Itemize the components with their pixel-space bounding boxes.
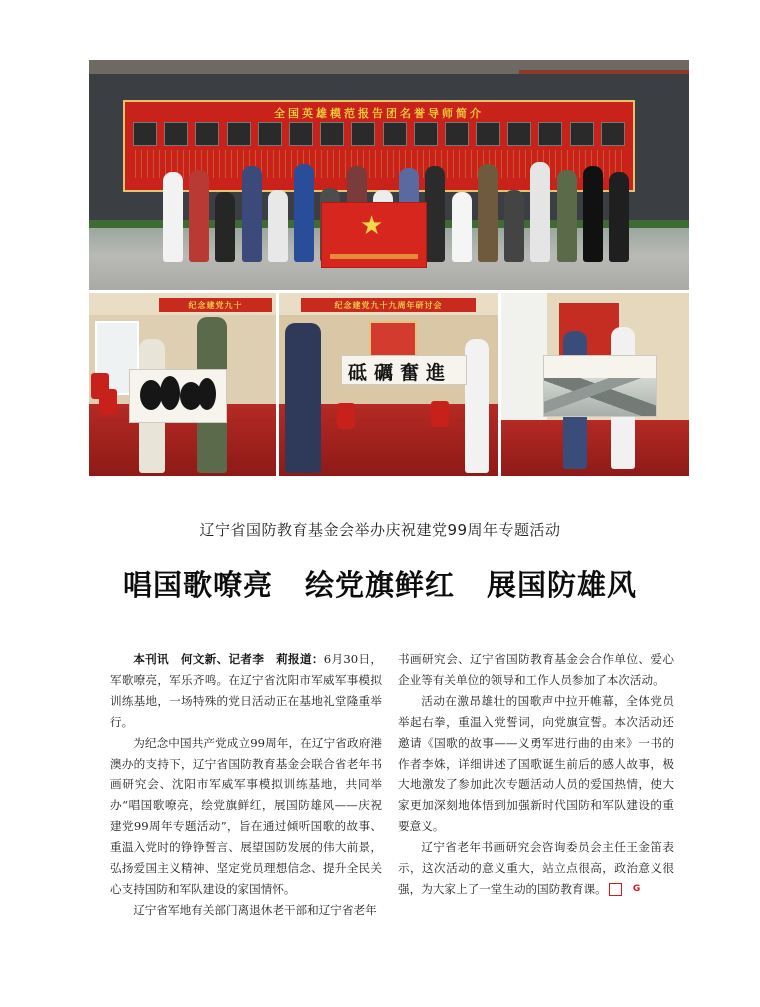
party-flag [321,202,427,268]
headline-part-3: 展国防雄风 [487,568,638,602]
article-paragraph: 辽宁省老年书画研究会咨询委员会主任王金笛表示，这次活动的意义重大，站立点很高，政治意义很强，为大家上了一堂生动的国防教育课。 G [398,840,674,896]
article-headline [0,563,760,603]
photo-landscape-right [501,293,689,476]
article-paragraph: 为纪念中国共产党成立99周年，在辽宁省政府港澳办的支持下，辽宁省国防教育基金会联合省老年书画研究会、沈阳市军威军事模拟训练基地，共同举办“唱国歌嘹亮，绘党旗鲜红，展国防雄风——庆祝建党99周年专题活动”，旨在通过倾听国歌的故事、重温入党时的铮铮誓言、展望国防发展的伟大前景，弘扬爱国主义精神、坚定党员理想信念、提升全民关心支持国防和军队建设的家国情怀。 [110,735,382,896]
hall-banner: 纪念建党九十 [159,298,272,312]
article-subtitle: 辽宁省国防教育基金会举办庆祝建党99周年专题活动 [199,521,561,539]
calligraphy-text: 砥礪奮進 [348,362,453,384]
photo-calligraphy-mid [279,293,498,476]
honor-board-title: 全国英雄模范报告团名誉导师简介 [274,107,484,120]
carpet [501,420,689,476]
article-paragraph: 本刊讯 何文新、记者李 莉报道：6月30日，军歌嘹亮，军乐齐鸣。在辽宁省沈阳市军威军事模拟训练基地，一场特殊的党日活动正在基地礼堂隆重举行。 [110,652,382,729]
headline-part-2: 绘党旗鲜红 [304,568,455,602]
article-column-right [398,649,674,900]
article-paragraph: 书画研究会、辽宁省国防教育基金会合作单位、爱心企业等有关单位的领导和工作人员参加了本次活动。 [398,652,674,687]
chair [431,401,449,427]
chair [99,389,117,415]
headline-part-1: 唱国歌嘹亮 [122,568,273,602]
group-photo [89,60,689,290]
person [285,323,321,473]
article-column-left [110,649,382,921]
article-byline: 本刊讯 何文新、记者李 莉报道： [133,652,324,666]
ink-painting-scroll [129,369,227,423]
end-mark-icon: G [609,883,622,896]
article-paragraph: 活动在激昂雄壮的国歌声中拉开帷幕，全体党员举起右拳，重温入党誓词，向党旗宣誓。本次活动还邀请《国歌的故事——义勇军进行曲的由来》一书的作者李姝，详细讲述了国歌诞生前后的感人故事，极大地激发了参加此次专题活动人员的爱国热情，使大家更加深刻地体悟到加强新时代国防和军队建设的重要意义。 [398,693,674,834]
hall-banner: 纪念建党九十九周年研讨会 [301,298,476,312]
article-paragraph: 辽宁省军地有关部门离退休老干部和辽宁省老年 [133,902,377,917]
photo-painting-left [89,293,276,476]
person [465,339,489,473]
landscape-painting-scroll [543,355,657,417]
chair [337,403,355,429]
calligraphy-scroll [341,355,467,385]
